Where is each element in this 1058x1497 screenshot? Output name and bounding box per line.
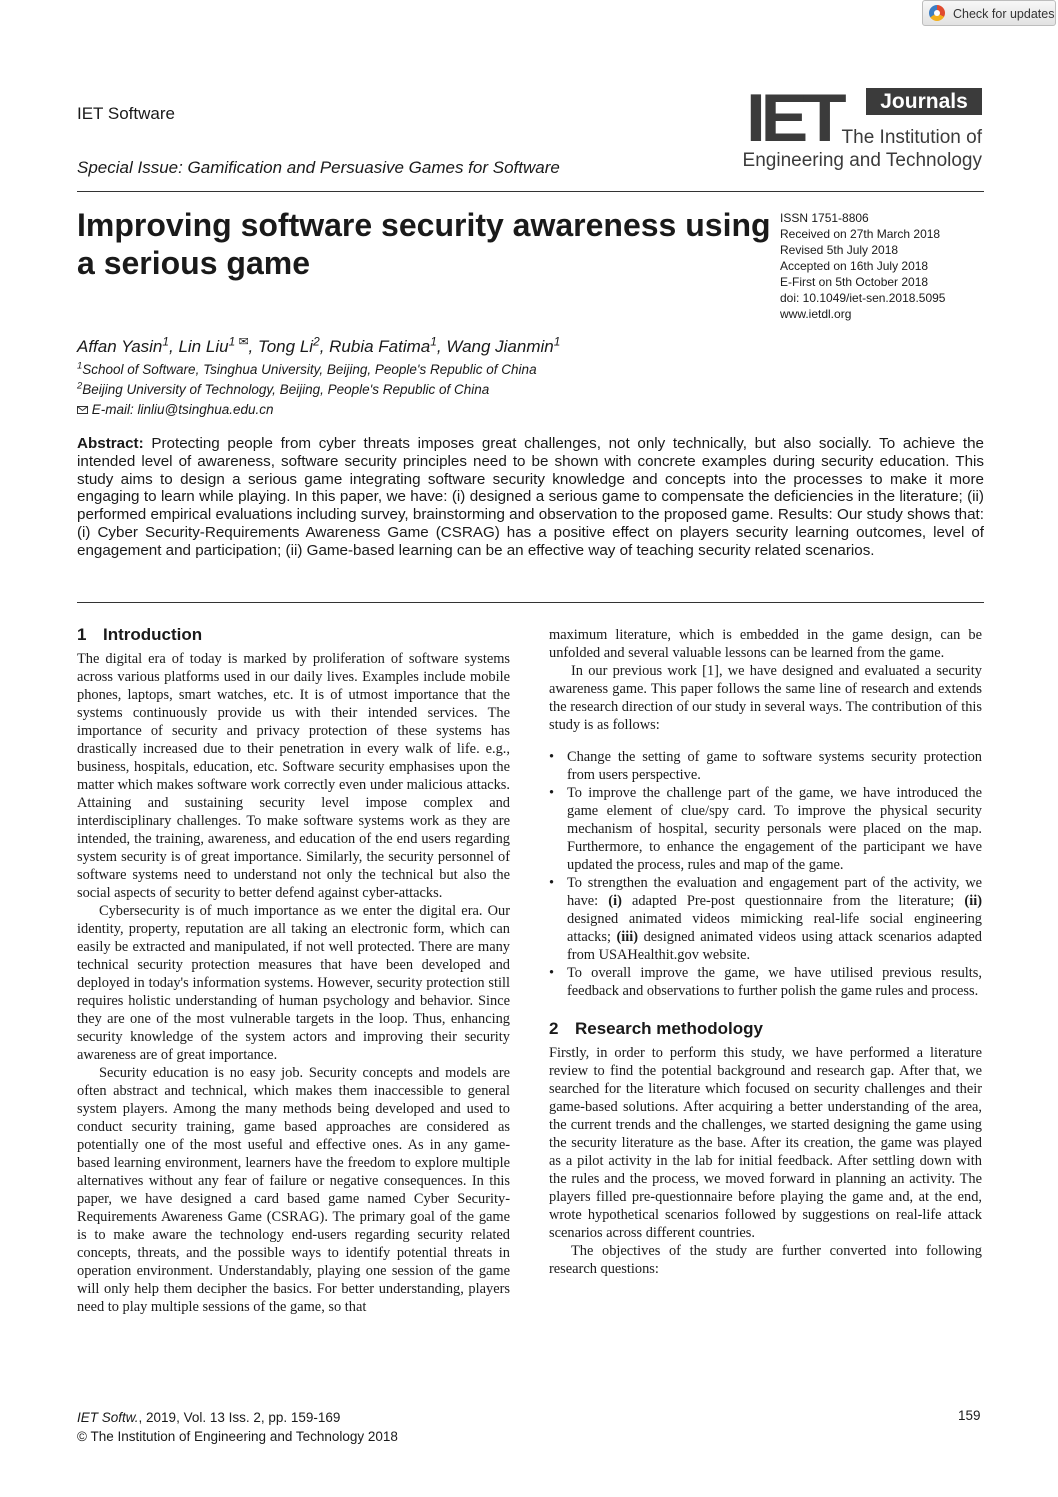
logo-mark: IET <box>746 80 842 156</box>
article-metadata <box>780 210 945 322</box>
check-for-updates-label: Check for updates <box>953 7 1055 21</box>
envelope-icon <box>77 406 88 414</box>
paragraph: In our previous work [1], we have designed and evaluated a security awareness game. This paper follows the same line of research and extends the research direction of our study in several ways. The contribution of this study is as follows: <box>549 663 982 733</box>
author-name: Lin Liu <box>178 337 229 356</box>
contribution-list <box>549 748 982 1000</box>
author-affiliation-mark: 1 <box>553 334 561 349</box>
logo-journals: Journals <box>866 88 982 115</box>
logo-institution-line2: Engineering and Technology <box>742 150 982 171</box>
affiliation-mark: 2 <box>77 380 83 392</box>
section-2-heading <box>549 1020 982 1038</box>
logo-institution-line1: The Institution of <box>841 127 982 148</box>
affiliation-mark: 1 <box>77 360 83 372</box>
metadata-efirst: E-First on 5th October 2018 <box>780 275 929 289</box>
list-item: • To strengthen the evaluation and engagement part of the activity, we have: (i) adapted Pre-post questionnaire from the literature; (ii) designed animated videos mimicking real-life social engineering attacks; (iii) designed animated videos using attack scenarios adapted from USAHealthit.gov website. <box>549 874 982 964</box>
journal-name: IET Software <box>77 104 175 123</box>
abstract-divider <box>77 602 984 603</box>
author-name: Affan Yasin <box>77 337 163 356</box>
author-affiliation-mark: 1 <box>430 334 437 349</box>
paragraph: Firstly, in order to perform this study, we have performed a literature review to find the potential background and research gap. After that, we searched for the literature which focused on security challenges and their game-based solutions. After acquiring a better understanding of the area, the current trends and the challenges, we started designing the game using the security literature as the base. After its creation, the game was played as a pilot activity in the lab for initial feedback. After settling down with the rules and the process, we moved forward in planning an activity. The players filled pre-questionnaire before playing the game and, at the end, wrote hypothetical scenarios followed by suggestions on real-life attack scenarios across different countries. <box>549 1045 982 1241</box>
author-name: Tong Li <box>257 337 314 356</box>
special-issue: Special Issue: Gamification and Persuasive Games for Software <box>77 158 560 177</box>
email-text[interactable]: E-mail: linliu@tsinghua.edu.cn <box>91 402 274 417</box>
paragraph: The objectives of the study are further converted into following research questions: <box>549 1243 982 1277</box>
footer-volume-info: , 2019, Vol. 13 Iss. 2, pp. 159-169 <box>138 1410 341 1425</box>
article-title: Improving software security awareness using a serious game <box>77 207 771 281</box>
list-item: • Change the setting of game to software systems security protection from users perspective. <box>549 748 982 784</box>
metadata-revised: Revised 5th July 2018 <box>780 243 899 257</box>
affiliation-text: Beijing University of Technology, Beijing, People's Republic of China <box>82 382 490 397</box>
paragraph: The digital era of today is marked by proliferation of software systems across various platforms used in our daily lives. Examples include mobile phones, laptops, smart watches, etc. It is of utmost importance that the systems continuously provide us with their intended services. The importance of security and privacy protection of these systems has drastically increased due to their penetration in every walk of life. e.g., business, hospitals, education, etc. Software security emphasises upon the matter which makes software work correctly even under malicious attacks. Attaining and sustaining security level impose complex and interdisciplinary challenges. To make software systems work as they are intended, the training, awareness, and education of the end users regarding system security is of great importance. Similarly, the security personnel of software systems need to understand not only the technical but also the social aspects of security to better defend against cyber-attacks. <box>77 651 510 901</box>
paragraph: maximum literature, which is embedded in the game design, can be unfolded and several valuable lessons can be learned from the game. <box>549 627 982 661</box>
metadata-accepted: Accepted on 16th July 2018 <box>780 259 929 273</box>
metadata-received: Received on 27th March 2018 <box>780 227 941 241</box>
header-divider <box>77 191 984 192</box>
footer-journal-abbrev: IET Softw. <box>77 1410 139 1425</box>
abstract-text: Protecting people from cyber threats imposes great challenges, not only technically, but also socially. To achieve the intended level of awareness, software security principles need to be shown with concrete examples during security education. This study aims to design a serious game integrating software security knowledge and concepts into the processes to make it more engaging to learn while playing. In this paper, we have: (i) designed a serious game to compensate the deficiencies in the literature; (ii) performed empirical evaluations including survey, brainstorming and observation to the proposed game. Results: Our study shows that: (i) Cyber Security-Requirements Awareness Game (CSRAG) has a positive effect on players security learning outcomes, level of engagement and participation; (ii) Game-based learning can be an effective way of teaching security related scenarios. <box>77 435 984 559</box>
section-number: 1 <box>77 625 87 644</box>
affiliation-2 <box>77 382 489 397</box>
iet-journals-logo <box>742 80 986 178</box>
section-1-heading <box>77 626 510 644</box>
footer-citation <box>77 1408 398 1446</box>
author-affiliation-mark: 1 <box>162 334 169 349</box>
metadata-issn: ISSN 1751-8806 <box>780 211 869 225</box>
section-number: 2 <box>549 1019 559 1038</box>
left-column <box>77 626 510 1316</box>
affiliation-text: School of Software, Tsinghua University, Beijing, People's Republic of China <box>82 362 537 377</box>
abstract <box>77 435 984 560</box>
author-list: Affan Yasin$^1$, Lin Liu$^{1 ✉}$, Tong Li$^2$, Rubia Fatima$^1$, Wang Jianmin$^1$ <box>77 334 561 356</box>
section-title: Introduction <box>103 625 203 644</box>
section-title: Research methodology <box>575 1019 763 1038</box>
crossmark-icon <box>929 5 945 21</box>
paragraph: Cybersecurity is of much importance as we enter the digital era. Our identity, property, reputation are all taking an electronic form, which can easily be extracted and manipulated, if not well protected. There are many technical security protection measures that have been developed and deployed in today's information systems. However, security protection still requires holistic understanding of human psychology and behavior. Since they are one of the most vulnerable targets in the loop. Thus, enhancing security knowledge of the system actors and improving their security awareness are of great importance. <box>77 903 510 1063</box>
corresponding-email <box>77 402 274 417</box>
list-item: • To improve the challenge part of the game, we have introduced the game element of clue/spy card. To improve the physical security mechanism of hospital, security personals were placed on the map. Furthermore, to enhance the engagement of the participant we have updated the process, rules and map of the game. <box>549 784 982 874</box>
page-number: 159 <box>958 1408 981 1423</box>
author-name: Rubia Fatima <box>329 337 431 356</box>
metadata-website[interactable]: www.ietdl.org <box>780 307 852 321</box>
metadata-doi[interactable]: doi: 10.1049/iet-sen.2018.5095 <box>780 291 946 305</box>
paragraph: Security education is no easy job. Security concepts and models are often abstract and technical, which makes them inaccessible to general system players. Among the many methods being developed and used to conduct security training, game based approaches are considered as potentially one of the most useful and effective ones. As in any game-based learning environment, learners have the freedom to explore multiple alternatives without any fear of failure or negative consequences. In this paper, we have designed a card based game named Cyber Security-Requirements Awareness Game (CSRAG). The primary goal of the game is to make aware the technology end-users regarding security related concepts, threats, and the possible ways to identify potential threats in operation environment. Understandably, playing one session of the game will only help them decipher the basics. For better understanding, players need to play multiple sessions of the game, so that <box>77 1065 510 1315</box>
list-item: • To overall improve the game, we have utilised previous results, feedback and observations to further polish the game rules and process. <box>549 964 982 1000</box>
check-for-updates-button[interactable] <box>922 0 1056 26</box>
author-affiliation-mark: 2 <box>313 334 320 349</box>
author-affiliation-mark: 1 ✉ <box>228 334 249 349</box>
footer-copyright: © The Institution of Engineering and Technology 2018 <box>77 1429 398 1444</box>
author-name: Wang Jianmin <box>446 337 554 356</box>
affiliation-1 <box>77 362 537 377</box>
right-column <box>549 626 982 1278</box>
abstract-label: Abstract: <box>77 435 144 452</box>
